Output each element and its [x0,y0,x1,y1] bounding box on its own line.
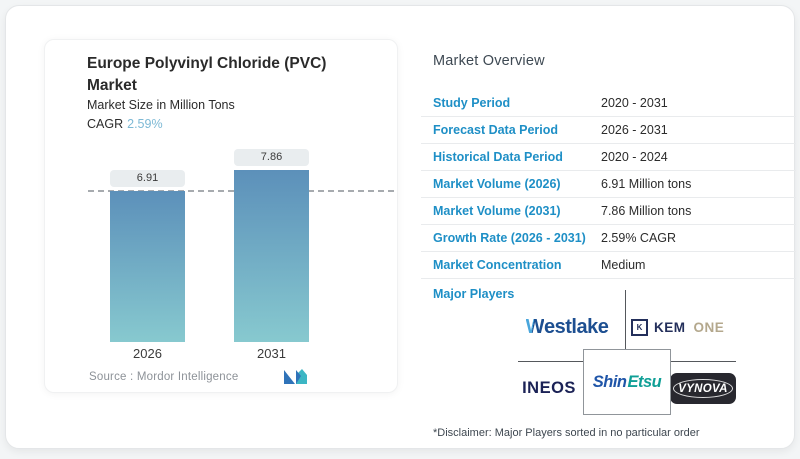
vynova-logo: VYNOVA [670,373,736,404]
overview-heading: Market Overview [433,53,545,69]
players-grid-horizontal-divider-right [669,361,736,362]
kem-one-icon: K [631,319,648,336]
row-value: 2020 - 2031 [601,96,668,110]
row-label: Market Volume (2031) [433,204,561,218]
x-axis-label: 2031 [257,346,286,361]
table-row [421,90,796,117]
x-axis-label: 2026 [133,346,162,361]
kem-one-logo: K KEM ONE [631,315,724,339]
row-label: Historical Data Period [433,150,563,164]
row-label: Growth Rate (2026 - 2031) [433,231,586,245]
mordor-intelligence-logo [284,369,308,385]
players-grid-horizontal-divider-left [518,361,583,362]
table-row [421,198,796,225]
row-value: 2.59% CAGR [601,231,677,245]
chart-card [44,39,398,393]
table-row [421,171,796,198]
disclaimer-text: *Disclaimer: Major Players sorted in no particular order [433,427,700,439]
row-label: Market Concentration [433,258,562,272]
report-panel [5,5,795,449]
chart-title: Europe Polyvinyl Chloride (PVC) Market [87,55,327,94]
row-label: Market Volume (2026) [433,177,561,191]
chart-subtitle: Market Size in Million Tons [87,98,235,112]
major-players-label: Major Players [433,287,515,301]
row-value: Medium [601,258,646,272]
overview-table [421,90,796,279]
bar-2031 [234,170,309,342]
row-value: 2026 - 2031 [601,123,668,137]
row-value: 7.86 Million tons [601,204,692,218]
bar-value-pill: 6.91 [110,170,185,187]
table-row [421,144,796,171]
westlake-logo: W estlake [525,315,609,338]
cagr-value: 2.59% [127,117,163,131]
table-row [421,117,796,144]
row-value: 6.91 Million tons [601,177,692,191]
shin-etsu-logo: Shin Etsu [583,349,671,415]
row-label: Study Period [433,96,511,110]
bar-chart [45,40,397,392]
cagr-label: CAGR [87,117,124,131]
ineos-logo: INEOS [522,378,576,397]
row-label: Forecast Data Period [433,123,559,137]
table-row [421,225,796,252]
players-grid-vertical-divider [625,290,626,349]
source-text: Source : Mordor Intelligence [89,371,239,383]
bar-value-pill: 7.86 [234,149,309,166]
table-row [421,252,796,279]
bar-2026 [110,191,185,342]
row-value: 2020 - 2024 [601,150,668,164]
